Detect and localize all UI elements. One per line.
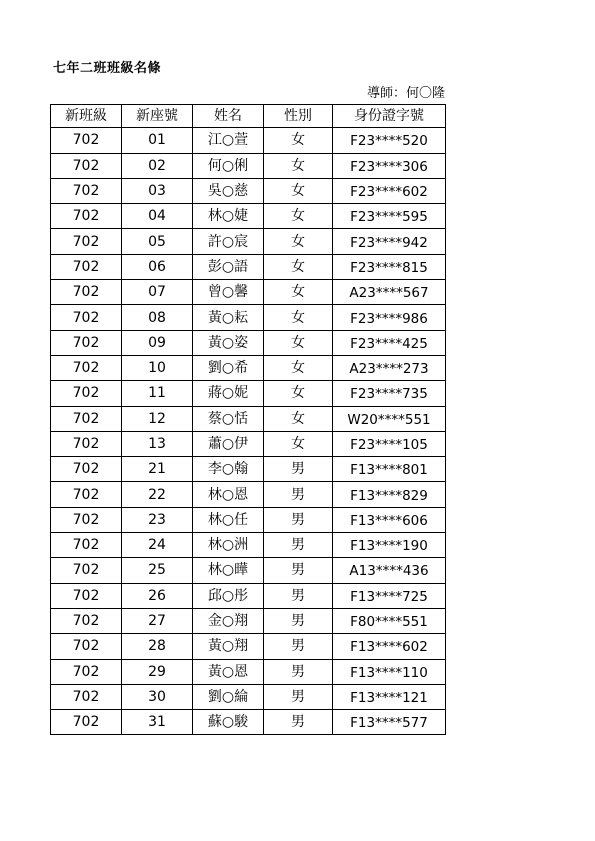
table-row	[51, 229, 446, 254]
cell-name: 林○任	[193, 507, 264, 532]
cell-id: A13****436	[333, 558, 446, 583]
table-row	[51, 355, 446, 380]
table-row	[51, 381, 446, 406]
cell-id: F23****425	[333, 330, 446, 355]
cell-class: 702	[51, 381, 122, 406]
cell-class: 702	[51, 684, 122, 709]
table-row	[51, 204, 446, 229]
cell-name: 李○翰	[193, 457, 264, 482]
cell-id: F23****942	[333, 229, 446, 254]
table-row	[51, 254, 446, 279]
cell-class: 702	[51, 431, 122, 456]
table-row	[51, 583, 446, 608]
cell-class: 702	[51, 204, 122, 229]
table-row	[51, 128, 446, 153]
cell-gender: 女	[264, 406, 333, 431]
cell-seat: 29	[122, 659, 193, 684]
cell-name: 彭○語	[193, 254, 264, 279]
table-row	[51, 330, 446, 355]
cell-class: 702	[51, 507, 122, 532]
cell-name: 曾○馨	[193, 280, 264, 305]
cell-seat: 28	[122, 634, 193, 659]
cell-seat: 07	[122, 280, 193, 305]
cell-name: 蔡○恬	[193, 406, 264, 431]
cell-gender: 女	[264, 254, 333, 279]
cell-gender: 女	[264, 355, 333, 380]
cell-seat: 22	[122, 482, 193, 507]
cell-gender: 男	[264, 482, 333, 507]
cell-class: 702	[51, 305, 122, 330]
cell-seat: 01	[122, 128, 193, 153]
cell-name: 邱○彤	[193, 583, 264, 608]
cell-id: F13****725	[333, 583, 446, 608]
cell-seat: 31	[122, 710, 193, 735]
cell-class: 702	[51, 482, 122, 507]
cell-seat: 11	[122, 381, 193, 406]
cell-gender: 女	[264, 178, 333, 203]
cell-name: 黃○耘	[193, 305, 264, 330]
cell-seat: 04	[122, 204, 193, 229]
cell-id: F13****190	[333, 533, 446, 558]
cell-gender: 女	[264, 280, 333, 305]
cell-name: 蔣○妮	[193, 381, 264, 406]
cell-seat: 30	[122, 684, 193, 709]
table-row	[51, 659, 446, 684]
cell-seat: 13	[122, 431, 193, 456]
cell-seat: 08	[122, 305, 193, 330]
cell-name: 劉○希	[193, 355, 264, 380]
cell-gender: 男	[264, 684, 333, 709]
cell-seat: 06	[122, 254, 193, 279]
table-row	[51, 280, 446, 305]
cell-seat: 05	[122, 229, 193, 254]
cell-id: F23****735	[333, 381, 446, 406]
cell-name: 蕭○伊	[193, 431, 264, 456]
cell-gender: 女	[264, 153, 333, 178]
cell-gender: 男	[264, 457, 333, 482]
table-row	[51, 178, 446, 203]
table-row	[51, 305, 446, 330]
cell-id: F23****815	[333, 254, 446, 279]
cell-gender: 女	[264, 204, 333, 229]
table-header-row	[51, 105, 446, 128]
table-row	[51, 457, 446, 482]
cell-seat: 03	[122, 178, 193, 203]
cell-gender: 男	[264, 558, 333, 583]
cell-class: 702	[51, 457, 122, 482]
header-gender: 性別	[264, 105, 333, 128]
cell-id: A23****273	[333, 355, 446, 380]
cell-name: 黃○翔	[193, 634, 264, 659]
cell-gender: 男	[264, 634, 333, 659]
cell-name: 林○婕	[193, 204, 264, 229]
table-row	[51, 558, 446, 583]
cell-seat: 26	[122, 583, 193, 608]
table-row	[51, 634, 446, 659]
cell-id: F23****105	[333, 431, 446, 456]
cell-class: 702	[51, 128, 122, 153]
table-row	[51, 406, 446, 431]
cell-seat: 25	[122, 558, 193, 583]
header-class: 新班級	[51, 105, 122, 128]
cell-class: 702	[51, 254, 122, 279]
cell-id: W20****551	[333, 406, 446, 431]
table-body	[51, 128, 446, 735]
cell-id: F23****986	[333, 305, 446, 330]
cell-gender: 男	[264, 533, 333, 558]
cell-id: F13****602	[333, 634, 446, 659]
cell-seat: 12	[122, 406, 193, 431]
cell-id: F80****551	[333, 608, 446, 633]
table-row	[51, 431, 446, 456]
cell-id: F13****829	[333, 482, 446, 507]
cell-class: 702	[51, 583, 122, 608]
cell-seat: 23	[122, 507, 193, 532]
cell-class: 702	[51, 533, 122, 558]
cell-class: 702	[51, 229, 122, 254]
table-row	[51, 153, 446, 178]
table-row	[51, 710, 446, 735]
cell-name: 林○洲	[193, 533, 264, 558]
cell-id: F23****520	[333, 128, 446, 153]
cell-id: F13****606	[333, 507, 446, 532]
cell-class: 702	[51, 406, 122, 431]
cell-name: 林○恩	[193, 482, 264, 507]
cell-gender: 男	[264, 583, 333, 608]
cell-name: 吳○慈	[193, 178, 264, 203]
cell-name: 何○俐	[193, 153, 264, 178]
cell-gender: 女	[264, 229, 333, 254]
cell-seat: 09	[122, 330, 193, 355]
cell-class: 702	[51, 634, 122, 659]
cell-id: F23****602	[333, 178, 446, 203]
cell-name: 金○翔	[193, 608, 264, 633]
page-title: 七年二班班級名條	[53, 61, 162, 76]
header-name: 姓名	[193, 105, 264, 128]
cell-class: 702	[51, 608, 122, 633]
cell-gender: 男	[264, 608, 333, 633]
cell-gender: 女	[264, 431, 333, 456]
table-row	[51, 533, 446, 558]
cell-class: 702	[51, 330, 122, 355]
header-id: 身份證字號	[333, 105, 446, 128]
teacher-label: 導師：何〇隆	[366, 86, 445, 101]
cell-class: 702	[51, 710, 122, 735]
cell-class: 702	[51, 280, 122, 305]
cell-gender: 女	[264, 381, 333, 406]
cell-gender: 男	[264, 710, 333, 735]
cell-id: F23****595	[333, 204, 446, 229]
cell-id: F13****577	[333, 710, 446, 735]
cell-seat: 10	[122, 355, 193, 380]
cell-seat: 24	[122, 533, 193, 558]
cell-name: 黃○恩	[193, 659, 264, 684]
cell-name: 江○萱	[193, 128, 264, 153]
cell-class: 702	[51, 659, 122, 684]
cell-name: 蘇○駿	[193, 710, 264, 735]
cell-id: F13****801	[333, 457, 446, 482]
cell-seat: 27	[122, 608, 193, 633]
cell-gender: 男	[264, 507, 333, 532]
cell-name: 黃○姿	[193, 330, 264, 355]
cell-id: F23****306	[333, 153, 446, 178]
cell-gender: 女	[264, 330, 333, 355]
table-row	[51, 684, 446, 709]
cell-seat: 21	[122, 457, 193, 482]
cell-name: 劉○綸	[193, 684, 264, 709]
cell-class: 702	[51, 355, 122, 380]
cell-id: F13****110	[333, 659, 446, 684]
cell-seat: 02	[122, 153, 193, 178]
cell-gender: 女	[264, 305, 333, 330]
cell-id: F13****121	[333, 684, 446, 709]
cell-class: 702	[51, 178, 122, 203]
cell-gender: 女	[264, 128, 333, 153]
class-roster-table	[50, 104, 446, 735]
cell-class: 702	[51, 153, 122, 178]
cell-gender: 男	[264, 659, 333, 684]
cell-name: 許○宸	[193, 229, 264, 254]
table-row	[51, 608, 446, 633]
cell-class: 702	[51, 558, 122, 583]
cell-name: 林○曄	[193, 558, 264, 583]
header-seat: 新座號	[122, 105, 193, 128]
table-row	[51, 507, 446, 532]
table-row	[51, 482, 446, 507]
cell-id: A23****567	[333, 280, 446, 305]
